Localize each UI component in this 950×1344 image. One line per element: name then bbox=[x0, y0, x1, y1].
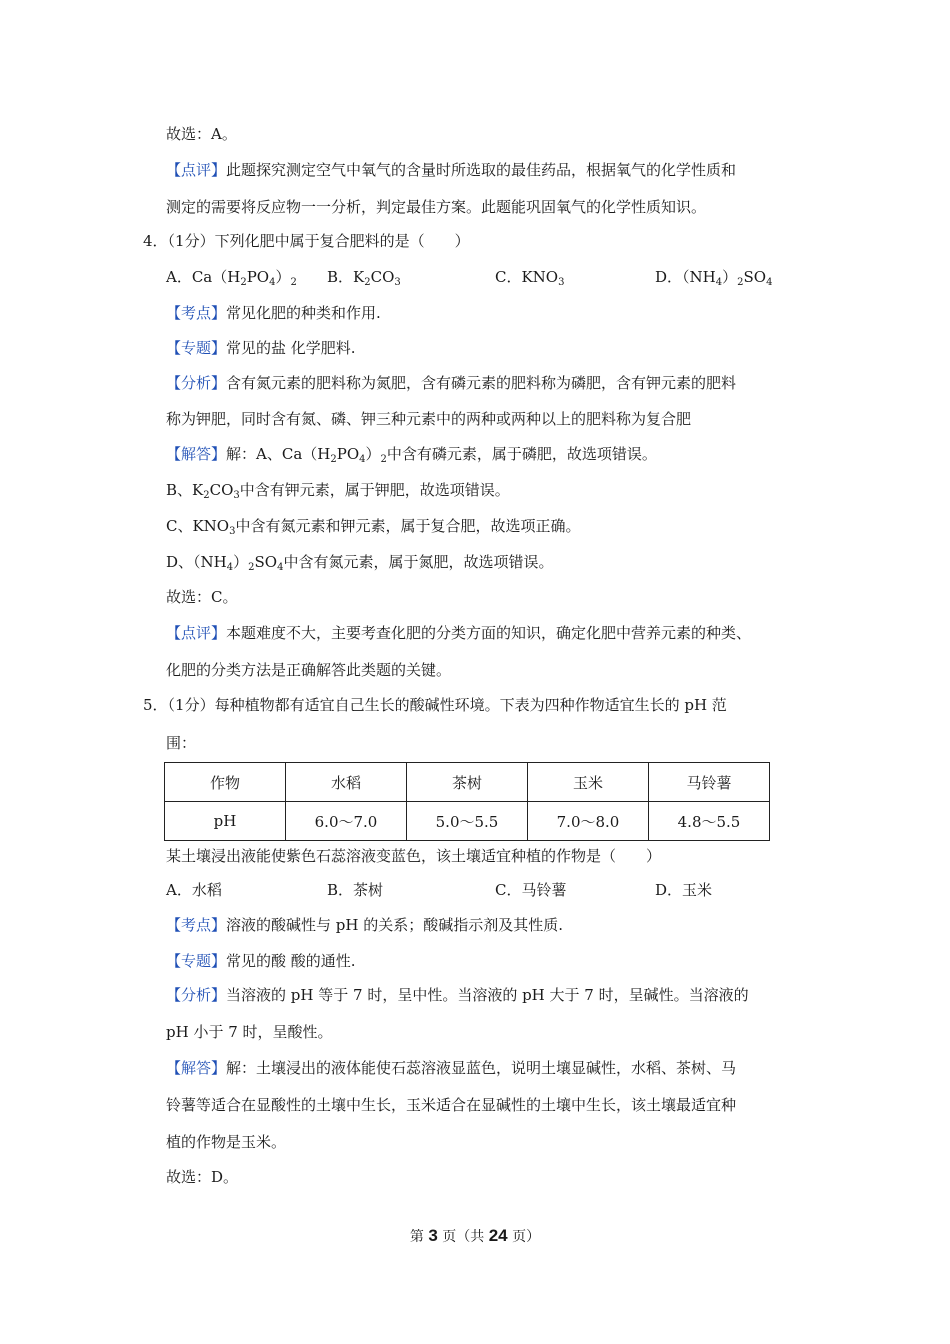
table-cell: 6.0～7.0 bbox=[286, 802, 407, 841]
prev-comment-line-1 bbox=[166, 160, 736, 180]
q4-answer: 故选：C。 bbox=[166, 588, 238, 606]
fenxi-tag: 【分析】 bbox=[166, 374, 227, 392]
q4-jieda-a bbox=[166, 444, 657, 464]
q4-option-b bbox=[327, 267, 401, 287]
fenxi-text: 含有氮元素的肥料称为氮肥，含有磷元素的肥料称为磷肥，含有钾元素的肥料 bbox=[226, 374, 737, 392]
jieda-part: 中含有氮元素和钾元素，属于复合肥，故选项正确。 bbox=[235, 517, 581, 535]
footer-text: 第 bbox=[409, 1229, 429, 1245]
zhuanti-text: 常见的盐 化学肥料. bbox=[226, 339, 356, 357]
zhuanti-tag: 【专题】 bbox=[166, 339, 227, 357]
table-cell: 玉米 bbox=[528, 763, 649, 802]
jieda-part: CO bbox=[209, 481, 234, 499]
opt-a-part: PO bbox=[246, 268, 270, 286]
table-cell: pH bbox=[165, 802, 286, 841]
ph-table bbox=[164, 762, 770, 841]
q4-dianping-line-2: 化肥的分类方法是正确解答此类题的关键。 bbox=[166, 661, 452, 679]
jieda-text: 解：土壤浸出的液体能使石蕊溶液显蓝色，说明土壤显碱性，水稻、茶树、马 bbox=[226, 1059, 737, 1077]
opt-a-part: ） bbox=[275, 268, 291, 286]
jieda-part: 解：A、Ca（H bbox=[226, 445, 331, 463]
q4-option-d bbox=[655, 267, 772, 287]
q5-option-c: C．马铃薯 bbox=[495, 881, 567, 899]
jieda-part: SO bbox=[254, 553, 278, 571]
q4-fenxi-line-1 bbox=[166, 373, 736, 393]
q4-kaodian bbox=[166, 303, 381, 323]
q5-answer: 故选：D。 bbox=[166, 1168, 239, 1186]
kaodian-text: 常见化肥的种类和作用. bbox=[226, 304, 381, 322]
q4-fenxi-line-2: 称为钾肥，同时含有氮、磷、钾三种元素中的两种或两种以上的肥料称为复合肥 bbox=[166, 410, 692, 428]
kaodian-text: 溶液的酸碱性与 pH 的关系；酸碱指示剂及其性质. bbox=[226, 916, 564, 934]
table-cell: 作物 bbox=[165, 763, 286, 802]
dianping-tag: 【点评】 bbox=[166, 624, 227, 642]
table-cell: 水稻 bbox=[286, 763, 407, 802]
page-total: 24 bbox=[488, 1226, 508, 1245]
subscript: 2 bbox=[290, 277, 297, 288]
page-number: 3 bbox=[428, 1226, 438, 1245]
q5-zhuanti bbox=[166, 951, 356, 971]
q5-option-b: B．茶树 bbox=[327, 881, 384, 899]
jieda-part: ） bbox=[365, 445, 381, 463]
table-header-row bbox=[165, 763, 770, 802]
jieda-part: ） bbox=[233, 553, 249, 571]
jieda-tag: 【解答】 bbox=[166, 1059, 227, 1077]
q5-jieda-line-2: 铃薯等适合在显酸性的土壤中生长，玉米适合在显碱性的土壤中生长，该土壤最适宜种 bbox=[166, 1096, 737, 1114]
subscript: 4 bbox=[359, 454, 366, 465]
subscript: 4 bbox=[766, 277, 773, 288]
table-cell: 4.8～5.5 bbox=[649, 802, 770, 841]
dianping-text: 本题难度不大，主要考查化肥的分类方面的知识，确定化肥中营养元素的种类、 bbox=[226, 624, 752, 642]
subscript: 3 bbox=[558, 277, 565, 288]
opt-b-part: B．K bbox=[327, 268, 365, 286]
opt-a-part: A．Ca（H bbox=[166, 268, 241, 286]
q4-stem: 4．（1分）下列化肥中属于复合肥料的是（ ） bbox=[143, 232, 470, 250]
opt-d-part: D．（NH bbox=[655, 268, 716, 286]
fenxi-tag: 【分析】 bbox=[166, 986, 227, 1004]
jieda-part: 中含有氮元素，属于氮肥，故选项错误。 bbox=[283, 553, 554, 571]
prev-comment-line-2: 测定的需要将反应物一一分析，判定最佳方案。此题能巩固氧气的化学性质知识。 bbox=[166, 198, 707, 216]
q5-fenxi-line-1 bbox=[166, 985, 749, 1005]
q4-jieda-b bbox=[166, 480, 510, 500]
subscript: 3 bbox=[394, 277, 401, 288]
fenxi-text: 当溶液的 pH 等于 7 时，呈中性。当溶液的 pH 大于 7 时，呈碱性。当溶液的 bbox=[226, 986, 749, 1004]
opt-b-part: CO bbox=[370, 268, 395, 286]
q4-option-a bbox=[166, 267, 297, 287]
footer-text: 页（共 bbox=[437, 1229, 489, 1245]
q4-zhuanti bbox=[166, 338, 356, 358]
page-footer bbox=[0, 1226, 950, 1247]
subscript: 4 bbox=[269, 277, 276, 288]
jieda-part: D、（NH bbox=[166, 553, 227, 571]
jieda-part: C、KNO bbox=[166, 517, 230, 535]
q5-question: 某土壤浸出液能使紫色石蕊溶液变蓝色，该土壤适宜种植的作物是（ ） bbox=[166, 847, 662, 865]
subscript: 2 bbox=[364, 277, 371, 288]
subscript: 2 bbox=[330, 454, 337, 465]
q5-stem-line-1: 5．（1分）每种植物都有适宜自己生长的酸碱性环境。下表为四种作物适宜生长的 pH 范 bbox=[143, 696, 727, 714]
subscript: 4 bbox=[226, 562, 234, 573]
subscript: 2 bbox=[240, 277, 247, 288]
table-row bbox=[165, 802, 770, 841]
kaodian-tag: 【考点】 bbox=[166, 304, 227, 322]
table-cell: 7.0～8.0 bbox=[528, 802, 649, 841]
q5-option-a: A．水稻 bbox=[166, 881, 222, 899]
q4-jieda-c bbox=[166, 516, 581, 536]
q5-fenxi-line-2: pH 小于 7 时，呈酸性。 bbox=[166, 1023, 333, 1041]
opt-d-part: SO bbox=[743, 268, 767, 286]
subscript: 3 bbox=[229, 526, 236, 537]
kaodian-tag: 【考点】 bbox=[166, 916, 227, 934]
jieda-part: 中含有钾元素，属于钾肥，故选项错误。 bbox=[239, 481, 510, 499]
subscript: 4 bbox=[715, 277, 723, 288]
jieda-part: 中含有磷元素，属于磷肥，故选项错误。 bbox=[386, 445, 657, 463]
zhuanti-text: 常见的酸 酸的通性. bbox=[226, 952, 356, 970]
q5-kaodian bbox=[166, 915, 563, 935]
comment-text: 此题探究测定空气中氧气的含量时所选取的最佳药品，根据氧气的化学性质和 bbox=[226, 161, 737, 179]
q5-jieda-line-1 bbox=[166, 1058, 736, 1078]
table-cell: 马铃薯 bbox=[649, 763, 770, 802]
q5-jieda-line-3: 植的作物是玉米。 bbox=[166, 1133, 287, 1151]
table-cell: 5.0～5.5 bbox=[407, 802, 528, 841]
q4-option-c bbox=[495, 267, 564, 287]
subscript: 4 bbox=[277, 562, 284, 573]
q5-stem-line-2: 围： bbox=[166, 734, 197, 752]
opt-d-part: ） bbox=[722, 268, 738, 286]
subscript: 2 bbox=[737, 277, 744, 288]
prev-answer: 故选：A。 bbox=[166, 125, 237, 143]
q4-jieda-d bbox=[166, 552, 553, 572]
subscript: 2 bbox=[248, 562, 255, 573]
subscript: 2 bbox=[380, 454, 387, 465]
q5-option-d: D．玉米 bbox=[655, 881, 713, 899]
q4-dianping-line-1 bbox=[166, 623, 751, 643]
jieda-part: B、K bbox=[166, 481, 204, 499]
subscript: 2 bbox=[203, 490, 210, 501]
zhuanti-tag: 【专题】 bbox=[166, 952, 227, 970]
footer-text: 页） bbox=[507, 1229, 541, 1245]
jieda-part: PO bbox=[336, 445, 360, 463]
comment-tag: 【点评】 bbox=[166, 161, 227, 179]
table-cell: 茶树 bbox=[407, 763, 528, 802]
jieda-tag: 【解答】 bbox=[166, 445, 227, 463]
opt-c-part: C．KNO bbox=[495, 268, 559, 286]
subscript: 3 bbox=[233, 490, 240, 501]
